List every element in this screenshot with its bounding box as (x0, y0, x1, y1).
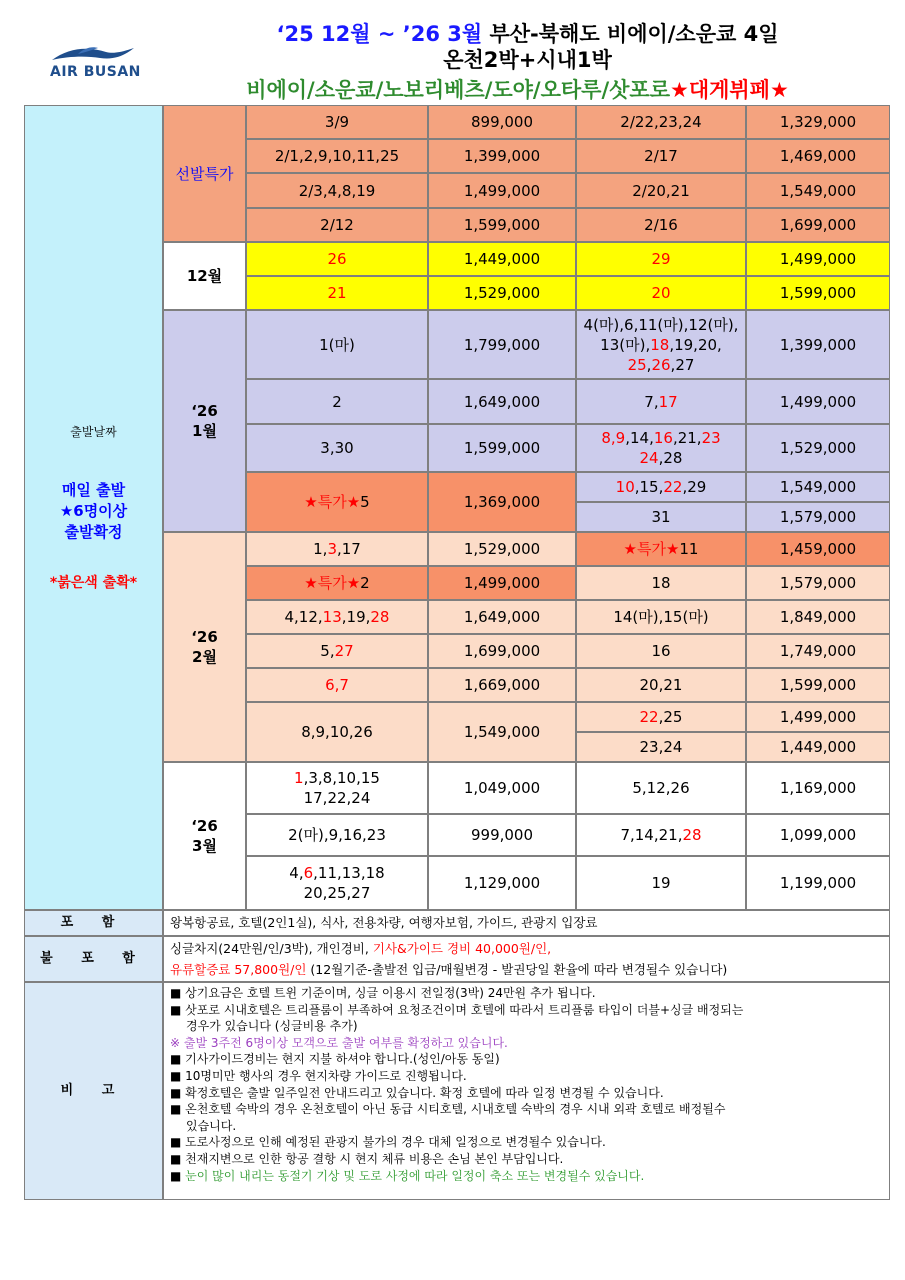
date-cell: 6,7 (246, 668, 428, 702)
title-line-2: 온천2박+시내1박 (443, 48, 612, 72)
price-cell: 1,129,000 (428, 856, 576, 910)
group-february: ‘26 2월 (163, 532, 246, 762)
departure-date-label: 출발날짜 (70, 425, 117, 439)
group-march: ‘26 3월 (163, 762, 246, 910)
daily-departure-3: 출발확정 (64, 523, 123, 541)
date-cell: 26 (246, 242, 428, 276)
date-cell: 1,3,8,10,15 17,22,24 (246, 762, 428, 814)
price-cell: 999,000 (428, 814, 576, 856)
date-cell: 22 ,25 (576, 702, 746, 732)
price-cell: 1,599,000 (428, 208, 576, 242)
price-cell: 1,399,000 (428, 139, 576, 173)
price-cell: 1,459,000 (746, 532, 890, 566)
price-cell: 1,799,000 (428, 310, 576, 379)
date-cell: 8,9,14,16,21,23 24,28 (576, 424, 746, 472)
notes-label: 비 고 (24, 982, 163, 1200)
price-cell: 1,599,000 (746, 276, 890, 310)
price-cell: 1,849,000 (746, 600, 890, 634)
include-label: 포 함 (24, 910, 163, 936)
group-early-bird: 선발특가 (163, 105, 246, 242)
date-cell: 5,12,26 (576, 762, 746, 814)
date-cell: 2/1,2,9,10,11,25 (246, 139, 428, 173)
price-cell: 1,529,000 (428, 532, 576, 566)
date-cell: 2 (246, 379, 428, 424)
price-cell: 1,499,000 (428, 566, 576, 600)
daily-departure-2: ★6명이상 (59, 502, 128, 520)
price-cell: 1,699,000 (746, 208, 890, 242)
date-cell: 18 (576, 566, 746, 600)
date-cell: 20 (576, 276, 746, 310)
include-text: 왕복항공료, 호텔(2인1실), 식사, 전용차량, 여행자보험, 가이드, 관광지 입장료 (163, 910, 890, 936)
price-cell: 1,749,000 (746, 634, 890, 668)
bird-icon (48, 44, 138, 66)
date-cell: 4,6,11,13,18 20,25,27 (246, 856, 428, 910)
special-date-cell: ★특가★ 2 (246, 566, 428, 600)
exclude-text: 싱글차지(24만원/인/3박), 개인경비, 기사&가이드 경비 40,000원/인, 유류할증료 57,800원/인 (12월기준-출발전 입금/매월변경 - 발권당일 환율에 따라 변경될수 있습니다) (163, 936, 890, 982)
price-cell: 1,579,000 (746, 502, 890, 532)
price-cell: 1,649,000 (428, 600, 576, 634)
side-column (24, 105, 163, 910)
price-cell: 1,599,000 (428, 424, 576, 472)
date-cell: 2/22,23,24 (576, 105, 746, 139)
price-cell: 1,649,000 (428, 379, 576, 424)
date-cell: 5, 27 (246, 634, 428, 668)
price-cell: 1,449,000 (746, 732, 890, 762)
title-line-1: ‘25 12월 ~ ’26 3월 부산-북해도 비에이/소운쿄 4일 (276, 22, 779, 46)
date-cell: 1, 3 ,17 (246, 532, 428, 566)
date-cell: 2/20,21 (576, 173, 746, 208)
date-cell: 20,21 (576, 668, 746, 702)
date-cell: 8,9,10,26 (246, 702, 428, 762)
date-cell: 23,24 (576, 732, 746, 762)
price-cell: 1,499,000 (746, 379, 890, 424)
date-cell: 2/12 (246, 208, 428, 242)
date-cell: 3/9 (246, 105, 428, 139)
price-cell: 1,699,000 (428, 634, 576, 668)
date-cell: 3,30 (246, 424, 428, 472)
group-december: 12월 (163, 242, 246, 310)
price-cell: 1,579,000 (746, 566, 890, 600)
exclude-label: 불 포 함 (24, 936, 163, 982)
price-cell: 1,169,000 (746, 762, 890, 814)
price-table (24, 105, 890, 1200)
price-cell: 1,099,000 (746, 814, 890, 856)
date-cell: 1(마) (246, 310, 428, 379)
date-cell: 10 ,15, 22 ,29 (576, 472, 746, 502)
date-cell: 2/16 (576, 208, 746, 242)
daily-departure-1: 매일 출발 (61, 481, 126, 499)
price-cell: 1,399,000 (746, 310, 890, 379)
date-cell: 14(마),15(마) (576, 600, 746, 634)
price-cell: 1,199,000 (746, 856, 890, 910)
price-cell: 1,549,000 (428, 702, 576, 762)
price-cell: 1,499,000 (746, 702, 890, 732)
date-cell: 4(마),6,11(마),12(마), 13(마),18,19,20, 25,26,27 (576, 310, 746, 379)
price-cell: 1,499,000 (428, 173, 576, 208)
price-cell: 1,529,000 (746, 424, 890, 472)
date-cell: 19 (576, 856, 746, 910)
notes-text: ■ 상기요금은 호텔 트윈 기준이며, 싱글 이용시 전일정(3박) 24만원 추가 됩니다. ■ 삿포로 시내호텔은 트리플룸이 부족하여 요청조건이며 호텔에 따라서 트리플룸 타입이 더블+싱글 배정되는 경우가 있습니다 (싱글비용 추가) ※ 출발 3주전 6명이상 모객으로 출발 여부를 확정하고 있습니다. ■ 기사가이드경비는 현지 지불 하셔야 합니다.(성인/아동 동일) ■ 10명미만 행사의 경우 현지차량 가이드로 진행됩니다. ■ 확정호텔은 출발 일주일전 안내드리고 있습니다. 확정 호텔에 따라 일정 변경될 수 있습니다. ■ 온천호텔 숙박의 경우 온천호텔이 아닌 동급 시티호텔, 시내호텔 숙박의 경우 시내 외곽 호텔로 배정될수 있습니다. ■ 도로사정으로 인해 예정된 관광지 불가의 경우 대체 일정으로 변경될수 있습니다. ■ 천재지변으로 인한 항공 결항 시 현지 체류 비용은 손님 본인 부담입니다. ■ 눈이 많이 내리는 동절기 기상 및 도로 사정에 따라 일정이 축소 또는 변경될수 있습니다. (163, 982, 890, 1200)
price-cell: 1,449,000 (428, 242, 576, 276)
price-cell: 1,329,000 (746, 105, 890, 139)
price-cell: 1,469,000 (746, 139, 890, 173)
title-line-3: 비에이/소운쿄/노보리베츠/도야/오타루/삿포로★대게뷔페★ (246, 78, 789, 102)
group-january: ‘26 1월 (163, 310, 246, 532)
date-cell: 2(마),9,16,23 (246, 814, 428, 856)
price-cell: 1,529,000 (428, 276, 576, 310)
price-cell: 1,499,000 (746, 242, 890, 276)
date-cell: 2/3,4,8,19 (246, 173, 428, 208)
special-date-cell: ★특가★ 5 (246, 472, 428, 532)
date-cell: 7,14,21, 28 (576, 814, 746, 856)
date-cell: 16 (576, 634, 746, 668)
date-cell: 4,12, 13 ,19, 28 (246, 600, 428, 634)
special-date-cell: ★특가★ 11 (576, 532, 746, 566)
air-busan-logo: AIR BUSAN (44, 44, 144, 84)
date-cell: 21 (246, 276, 428, 310)
date-cell: 2/17 (576, 139, 746, 173)
price-cell: 1,599,000 (746, 668, 890, 702)
date-cell: 7, 17 (576, 379, 746, 424)
price-cell: 1,669,000 (428, 668, 576, 702)
price-cell: 1,549,000 (746, 173, 890, 208)
price-cell: 1,369,000 (428, 472, 576, 532)
price-cell: 899,000 (428, 105, 576, 139)
price-cell: 1,049,000 (428, 762, 576, 814)
red-note: *붉은색 출확* (49, 575, 138, 591)
price-cell: 1,549,000 (746, 472, 890, 502)
date-cell: 29 (576, 242, 746, 276)
date-cell: 31 (576, 502, 746, 532)
